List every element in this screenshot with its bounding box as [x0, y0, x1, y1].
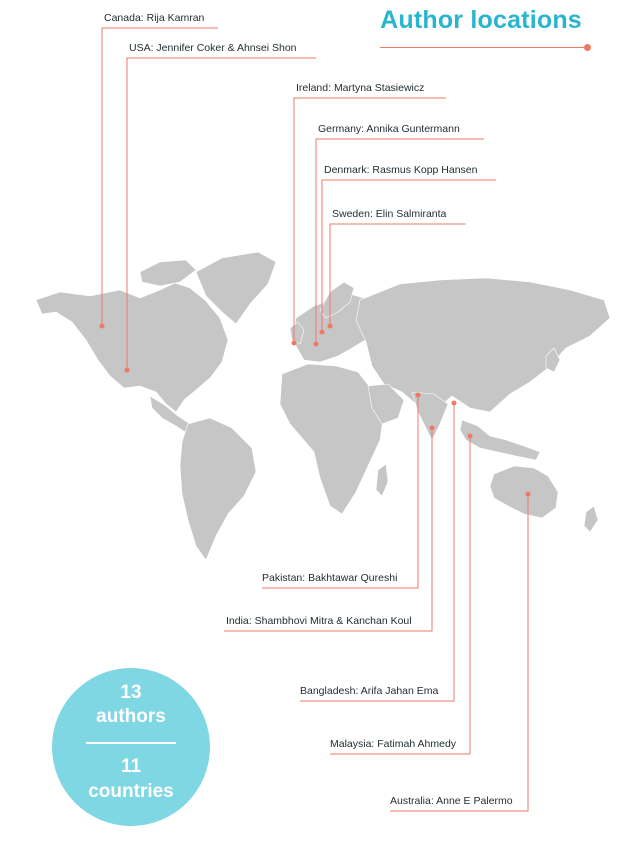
authors-label: authors — [96, 706, 166, 727]
pin-usa — [125, 368, 130, 373]
location-label-ireland: Ireland: Martyna Stasiewicz — [296, 82, 425, 94]
location-label-australia: Australia: Anne E Palermo — [390, 795, 513, 807]
pin-sweden — [328, 324, 333, 329]
location-label-pakistan: Pakistan: Bakhtawar Qureshi — [262, 572, 398, 584]
summary-badge — [52, 668, 210, 826]
location-label-canada: Canada: Rija Kamran — [104, 12, 205, 24]
location-label-denmark: Denmark: Rasmus Kopp Hansen — [324, 164, 478, 176]
land-masses — [36, 252, 610, 560]
summary-divider — [86, 742, 176, 744]
pin-denmark — [320, 330, 325, 335]
location-label-sweden: Sweden: Elin Salmiranta — [332, 208, 447, 220]
pin-germany — [314, 342, 319, 347]
landmass-new-zealand — [584, 506, 598, 532]
pin-bangladesh — [452, 401, 457, 406]
leader-australia — [390, 494, 528, 811]
landmass-south-america — [180, 418, 256, 560]
pin-australia — [526, 492, 531, 497]
location-label-bangladesh: Bangladesh: Arifa Jahan Ema — [300, 685, 439, 697]
location-label-usa: USA: Jennifer Coker & Ahnsei Shon — [129, 42, 297, 54]
landmass-australia — [490, 466, 558, 518]
location-label-malaysia: Malaysia: Fatimah Ahmedy — [330, 738, 457, 750]
authors-count: 13 — [120, 682, 142, 703]
landmass-north-america — [36, 283, 228, 412]
pin-ireland — [292, 341, 297, 346]
map-title: Author locations — [380, 6, 582, 34]
countries-label: countries — [88, 781, 174, 802]
location-label-germany: Germany: Annika Guntermann — [318, 123, 460, 135]
countries-count: 11 — [120, 756, 142, 777]
landmass-madagascar — [376, 464, 388, 496]
location-label-india: India: Shambhovi Mitra & Kanchan Koul — [226, 615, 412, 627]
landmass-southeast-asia-islands — [460, 420, 540, 460]
pin-pakistan — [416, 393, 421, 398]
pin-canada — [100, 324, 105, 329]
landmass-arctic-islands — [140, 260, 196, 286]
pin-malaysia — [468, 434, 473, 439]
pin-india — [430, 426, 435, 431]
